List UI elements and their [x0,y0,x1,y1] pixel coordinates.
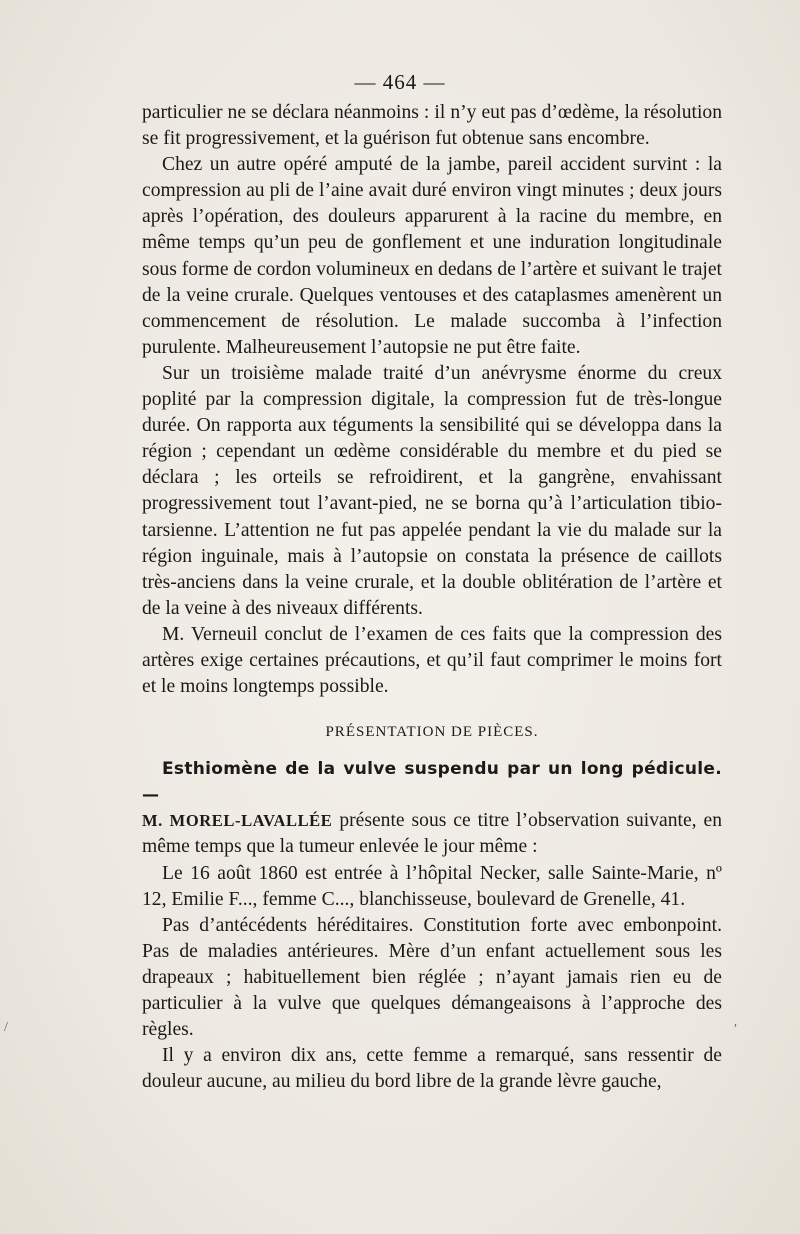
presentation-text: présente sous ce titre l’observation suivante, en même temps que la tumeur enlevée le jour même : [142,810,722,858]
author-name: M. MOREL-LAVALLÉE [142,811,333,831]
body-text [142,100,722,1095]
paragraph-history: Pas d’antécédents héréditaires. Constitution forte avec embonpoint. Pas de maladies antérieures. Mère d’un enfant actuellement sous les drapeaux ; habituellement bien réglée ; n’ayant jamais rien eu de particulier à la vulve que quelques démangeaisons à l’approche des règles. [142,914,722,1041]
paragraph-onset: Il y a environ dix ans, cette femme a remarqué, sans ressentir de douleur aucune, au milieu du bord libre de la grande lèvre gauche, [142,1045,722,1093]
paragraph-continuation: particulier ne se déclara néanmoins : il n’y eut pas d’œdème, la résolution se fit progressivement, et la guérison fut obtenue sans encombre. [142,102,722,150]
margin-mark-right: ′ [734,1022,738,1037]
paragraph-presentation [142,756,722,860]
section-heading: PRÉSENTATION DE PIÈCES. [325,724,539,741]
observation-title: Esthiomène de la vulve suspendu par un long pédicule. — [142,759,722,806]
page-number: — 464 — [354,70,446,94]
paragraph-amputation-case: Chez un autre opéré amputé de la jambe, pareil accident survint : la compression au pli de l’aine avait duré environ vingt minutes ; deux jours après l’opération, des douleurs apparurent à la racine du membre, en même temps qu’un peu de gonflement et une induration longitudinale sous forme de cordon volumineux en dedans de l’artère et suivant le trajet de la veine crurale. Quelques ventouses et des cataplasmes amenèrent un commencement de résolution. Le malade succomba à l’infection purulente. Malheureusement l’autopsie ne put être faite. [142,154,722,358]
paragraph-verneuil-conclusion: M. Verneuil conclut de l’examen de ces faits que la compression des artères exige certaines précautions, et qu’il faut comprimer le moins fort et le moins longtemps possible. [142,623,722,698]
margin-mark-left: / [4,1020,8,1035]
paragraph-aneurysm-case: Sur un troisième malade traité d’un anévrysme énorme du creux poplité par la compression digitale, la compression fut de très-longue durée. On rapporta aux téguments la sensibilité qui se développa dans la région ; cependant un œdème considérable du membre et du pied se déclara ; les orteils se refroidirent, et la gangrène, envahissant progressivement tout l’avant-pied, ne se borna qu’à l’articulation tibio-tarsienne. L’attention ne fut pas appelée pendant la vie du malade sur la région inguinale, mais à l’autopsie on constata la présence de caillots très-anciens dans la veine crurale, et la double oblitération de l’artère et de la veine à des niveaux différents. [142,362,722,619]
paragraph-admission: Le 16 août 1860 est entrée à l’hôpital Necker, salle Sainte-Marie, nº 12, Emilie F..., femme C..., blanchisseuse, boulevard de Grenelle, 41. [142,862,722,910]
